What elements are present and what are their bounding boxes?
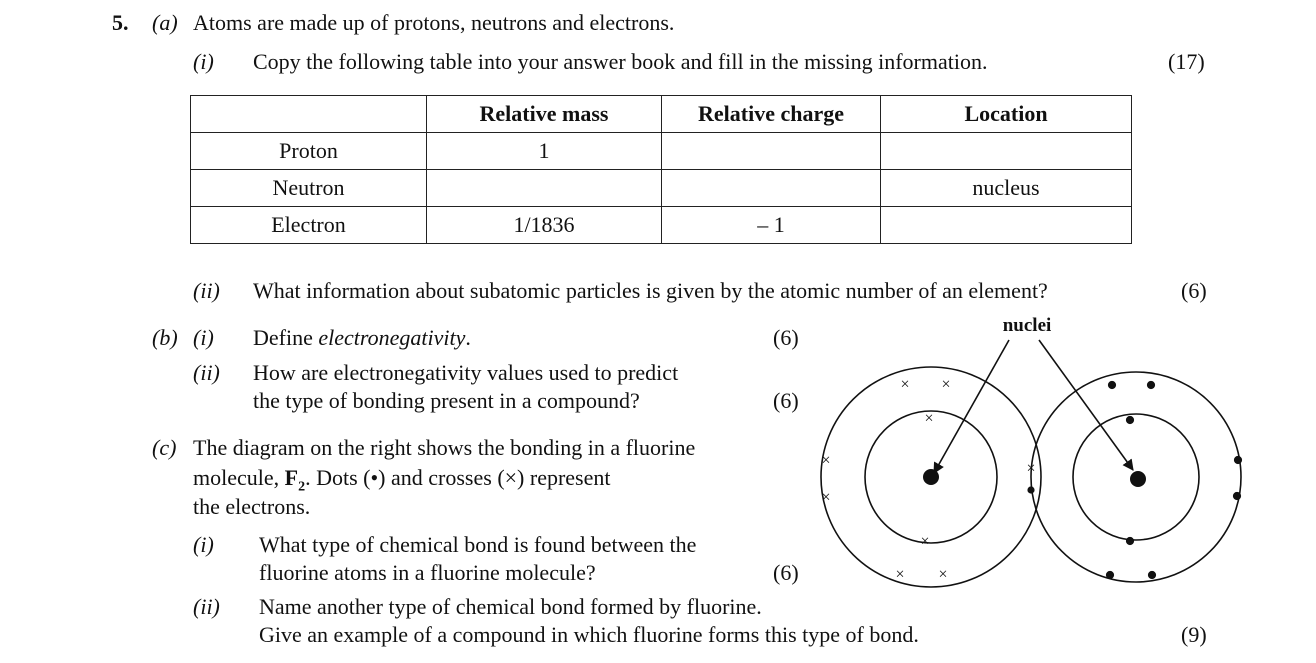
- table-cell: Electron: [191, 207, 427, 244]
- table-cell: [662, 133, 881, 170]
- part-c-ii-line1: Name another type of chemical bond formed by fluorine.: [259, 594, 762, 619]
- left-nucleus: [923, 469, 939, 485]
- electron-dot: [1147, 381, 1154, 388]
- part-b-i-marks: (6): [773, 325, 799, 350]
- right-nucleus: [1130, 471, 1146, 487]
- part-c-line1: The diagram on the right shows the bonding in a fluorine: [193, 435, 696, 460]
- electron-dot: [1126, 416, 1133, 423]
- part-a-ii-label: (ii): [193, 278, 220, 303]
- table-cell: [881, 133, 1132, 170]
- table-cell: 1: [427, 133, 662, 170]
- question-number: 5.: [112, 10, 129, 35]
- electron-dot: [1234, 456, 1241, 463]
- part-b-i-text: Define electronegativity.: [253, 325, 471, 350]
- particles-table: [190, 95, 1132, 244]
- table-cell: [662, 170, 881, 207]
- nuclei-label: nuclei: [1002, 315, 1052, 336]
- table-cell: nucleus: [881, 170, 1132, 207]
- table-header-row: [191, 96, 1132, 133]
- part-c-i-line2: fluorine atoms in a fluorine molecule?: [259, 560, 596, 585]
- electron-cross: ×: [920, 533, 930, 550]
- part-c-line3: the electrons.: [193, 494, 311, 519]
- fluorine-molecule-diagram: [810, 310, 1250, 600]
- part-b-ii-line1: How are electronegativity values used to predict: [253, 360, 679, 385]
- table-cell: [881, 207, 1132, 244]
- table-header-cell: Relative charge: [662, 96, 881, 133]
- left-nucleus-arrow: [934, 340, 1009, 473]
- part-c-i-label: (i): [193, 532, 214, 557]
- electron-cross: ×: [821, 489, 831, 506]
- table-row: [191, 207, 1132, 244]
- part-a-i-marks: (17): [1168, 49, 1205, 74]
- part-b-label: (b): [152, 325, 178, 350]
- right-nucleus-arrow: [1039, 340, 1133, 470]
- part-c-line2: molecule, $F_2$. Dots (•) and crosses (×) represent: [193, 465, 611, 495]
- part-c-ii-label: (ii): [193, 594, 220, 619]
- part-a-label: (a): [152, 10, 178, 35]
- table-row: [191, 170, 1132, 207]
- part-b-ii-marks: (6): [773, 388, 799, 413]
- part-c-i-marks: (6): [773, 560, 799, 585]
- electron-dot: [1126, 537, 1133, 544]
- part-c-ii-marks: (9): [1181, 622, 1207, 647]
- electron-cross: ×: [900, 376, 910, 393]
- table-cell: Proton: [191, 133, 427, 170]
- part-c-i-line1: What type of chemical bond is found between the: [259, 532, 697, 557]
- table-cell: 1/1836: [427, 207, 662, 244]
- shared-electron-dot: [1027, 486, 1034, 493]
- table-cell: Neutron: [191, 170, 427, 207]
- table-header-cell: Relative mass: [427, 96, 662, 133]
- part-a-i-text: Copy the following table into your answer book and fill in the missing information.: [253, 49, 988, 74]
- electron-dot: [1108, 381, 1115, 388]
- part-b-i-label: (i): [193, 325, 214, 350]
- part-b-ii-line2: the type of bonding present in a compound?: [253, 388, 640, 413]
- part-c-label: (c): [152, 435, 177, 460]
- part-a-stem: Atoms are made up of protons, neutrons and electrons.: [193, 10, 675, 35]
- part-b-ii-label: (ii): [193, 360, 220, 385]
- electron-dot: [1148, 571, 1155, 578]
- electron-cross: ×: [938, 566, 948, 583]
- part-a-i-label: (i): [193, 49, 214, 74]
- part-a-ii-text: What information about subatomic particles is given by the atomic number of an element?: [253, 278, 1048, 303]
- table-header-cell: Location: [881, 96, 1132, 133]
- shared-electron-cross: ×: [1026, 460, 1036, 477]
- electron-dots: [1106, 381, 1241, 578]
- electron-cross: ×: [941, 376, 951, 393]
- table-cell: – 1: [662, 207, 881, 244]
- electron-cross: ×: [821, 452, 831, 469]
- table-header-cell: [191, 96, 427, 133]
- part-a-ii-marks: (6): [1181, 278, 1207, 303]
- part-c-ii-line2: Give an example of a compound in which fluorine forms this type of bond.: [259, 622, 919, 647]
- electron-dot: [1106, 571, 1113, 578]
- electron-dot: [1233, 492, 1240, 499]
- table-row: [191, 133, 1132, 170]
- electron-cross: ×: [924, 410, 934, 427]
- electron-cross: ×: [895, 566, 905, 583]
- table-cell: [427, 170, 662, 207]
